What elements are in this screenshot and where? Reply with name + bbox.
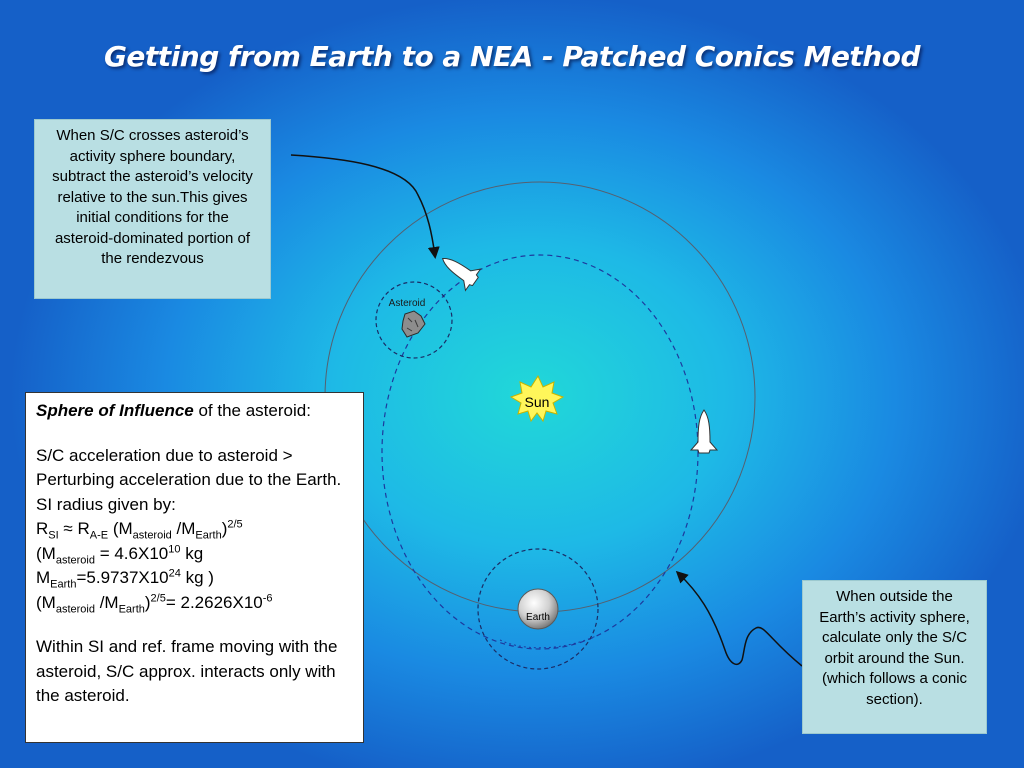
asteroid-icon — [402, 311, 425, 337]
asteroid-label: Asteroid — [388, 298, 426, 309]
soi-earth-mass: $M_{Earth}=5.9737X10^{24}$ kg ) — [36, 567, 214, 591]
soi-asteroid-mass: ($M_{asteroid} = 4.6X10^{10}$ kg — [36, 542, 204, 566]
top-callout-arrow — [291, 155, 435, 256]
soi-heading: Sphere of Influence of the asteroid: — [36, 401, 311, 420]
sphere-of-influence-box — [25, 392, 364, 743]
sun-label: Sun — [524, 394, 550, 410]
earth-icon — [518, 589, 558, 629]
page-title: Getting from Earth to a NEA - Patched Conics Method — [103, 40, 921, 73]
earth-label: Earth — [526, 612, 550, 623]
sun-icon — [511, 376, 563, 421]
earth-sphere-note: When outside the Earth’s activity sphere, calculate only the S/C orbit around the Sun. (which follows a conic section). — [802, 580, 987, 734]
soi-formula: $R_{SI} \approx R_{A-E}$ ($M_{asteroid}$ $/M_{Earth})^{2/5}$ — [36, 518, 243, 542]
soi-condition: S/C acceleration due to asteroid > Perturbing acceleration due to the Earth. SI radius given by: — [36, 445, 342, 514]
soi-mass-ratio: ($M_{asteroid}$ $/M_{Earth})^{2/5}= 2.2626X10^{-6}$ — [36, 591, 273, 615]
spacecraft-asteroid-icon — [435, 248, 483, 292]
asteroid-sphere-note: When S/C crosses asteroid’s activity sphere boundary, subtract the asteroid’s velocity relative to the sun.This gives initial conditions for the asteroid-dominated portion of the rendezvous — [34, 119, 271, 299]
soi-conclusion: Within SI and ref. frame moving with the asteroid, S/C approx. interacts only with the asteroid. — [36, 637, 338, 705]
bottom-callout-arrow — [678, 573, 802, 666]
